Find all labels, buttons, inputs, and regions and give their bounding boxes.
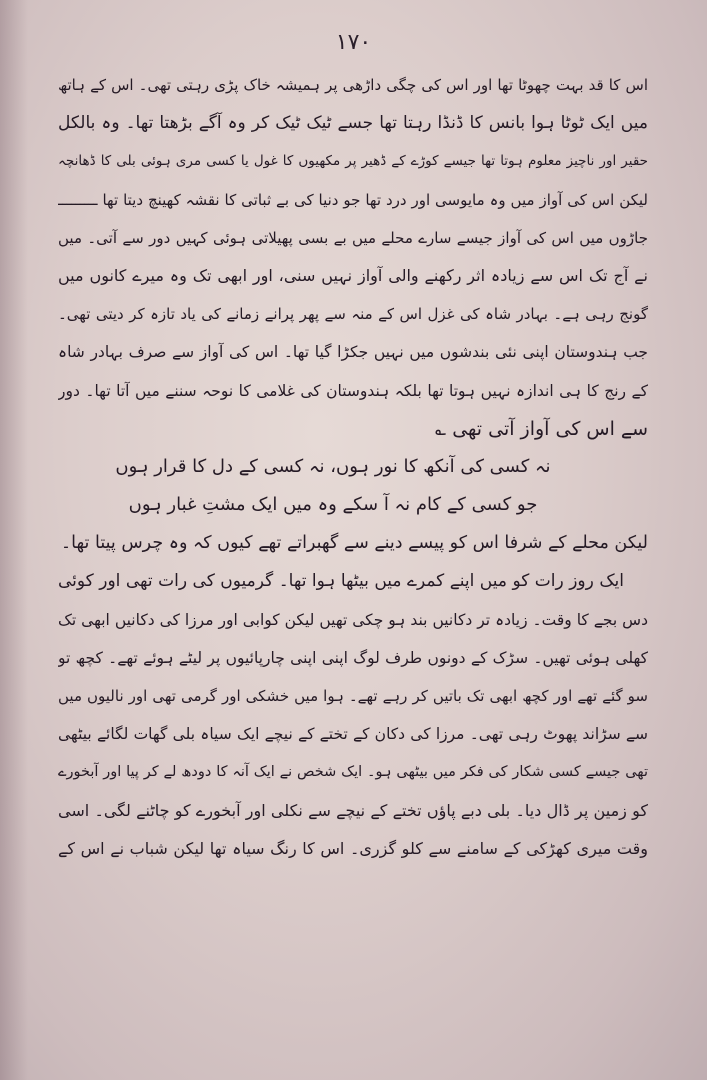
text-line: لیکن محلے کے شرفا اس کو پیسے دینے سے گھبراتے تھے کیوں کہ وہ چرس پیتا تھا۔ <box>60 533 648 554</box>
text-line: سے سڑاند پھوٹ رہی تھی۔ مرزا کی دکان کے تختے کے نیچے ایک سیاہ بلی گھات لگائے بیٹھی <box>58 725 648 744</box>
text-line: سو گئے تھے اور کچھ ابھی تک باتیں کر رہے تھے۔ ہوا میں خشکی اور گرمی تھی اور نالیوں میں <box>58 687 648 705</box>
text-line: ایک روز رات کو میں اپنے کمرے میں بیٹھا ہوا تھا۔ گرمیوں کی رات تھی اور کوئی <box>58 571 624 592</box>
text-line: حقیر اور ناچیز معلوم ہوتا تھا جیسے کوڑے کے ڈھیر پر مکھیوں کا غول یا کسی مری ہوئی بلی کا ڈھانچہ <box>58 153 648 170</box>
text-line: گونج رہی ہے۔ بہادر شاہ کی غزل اس کے منہ سے پھر پرانے زمانے کی یاد تازہ کر دیتی تھی۔ <box>58 305 648 324</box>
text-line: جاڑوں میں اس کی آواز جیسے سارے محلے میں بے بسی پھیلاتی ہوئی کہیں دور سے آتی۔ میں <box>58 228 648 247</box>
text-line: نے آج تک اس سے زیادہ اثر رکھنے والی آواز نہیں سنی، اور ابھی تک وہ میرے کانوں میں <box>58 265 648 285</box>
text-line: میں ایک ٹوٹا ہوا بانس کا ڈنڈا رہتا تھا جسے ٹیک ٹیک کر وہ آگے بڑھتا تھا۔ وہ بالکل <box>58 113 648 134</box>
text-line: جب ہندوستان اپنی نئی بندشوں میں نہیں جکڑا گیا تھا۔ اس کی آواز سے صرف بہادر شاہ <box>58 343 648 362</box>
page-number: ۱۷۰ <box>335 30 372 55</box>
text-line: اس کا قد بہت چھوٹا تھا اور اس کی چگی داڑھی پر ہمیشہ خاک پڑی رہتی تھی۔ اس کے ہاتھ <box>58 76 648 94</box>
text-line: کو زمین پر ڈال دیا۔ بلی دبے پاؤں تختے کے نیچے سے نکلی اور آبخورے کو چاٹنے لگی۔ اسی <box>58 800 648 820</box>
text-line: سے اس کی آواز آتی تھی ؎ <box>435 417 648 440</box>
page-text <box>58 66 648 868</box>
text-line: دس بجے کا وقت۔ زیادہ تر دکانیں بند ہو چکی تھیں لیکن کوابی اور مرزا کی دکانیں ابھی تک <box>58 610 648 629</box>
text-line: لیکن اس کی آواز میں وہ مایوسی اور درد تھا جو دنیا کی بے ثباتی کا نقشہ کھینچ دیتا تھا ـــــــــ <box>58 190 648 209</box>
verse-line: جو کسی کے کام نہ آ سکے وہ میں ایک مشتِ غبار ہوں <box>128 494 538 516</box>
text-line: وقت میری کھڑکی کے سامنے سے کلو گزری۔ اس کا رنگ سیاہ تھا لیکن شباب نے اس کے <box>58 838 648 858</box>
text-line: تھی جیسے کسی شکار کی فکر میں بیٹھی ہو۔ ایک شخص نے ایک آنہ کا دودھ لے کر پیا اور آبخورے <box>58 764 648 781</box>
verse-line: نہ کسی کی آنکھ کا نور ہوں، نہ کسی کے دل کا قرار ہوں <box>115 455 551 477</box>
text-line: کے رنج کا ہی اندازہ نہیں ہوتا تھا بلکہ ہندوستان کی غلامی کا نوحہ سننے میں آتا تھا۔ دور <box>58 381 648 400</box>
page-edge-shadow <box>0 0 28 1080</box>
text-line: کھلی ہوئی تھیں۔ سڑک کے دونوں طرف لوگ اپنی اپنی چارپائیوں پر لیٹے ہوئے تھے۔ کچھ تو <box>58 648 648 667</box>
